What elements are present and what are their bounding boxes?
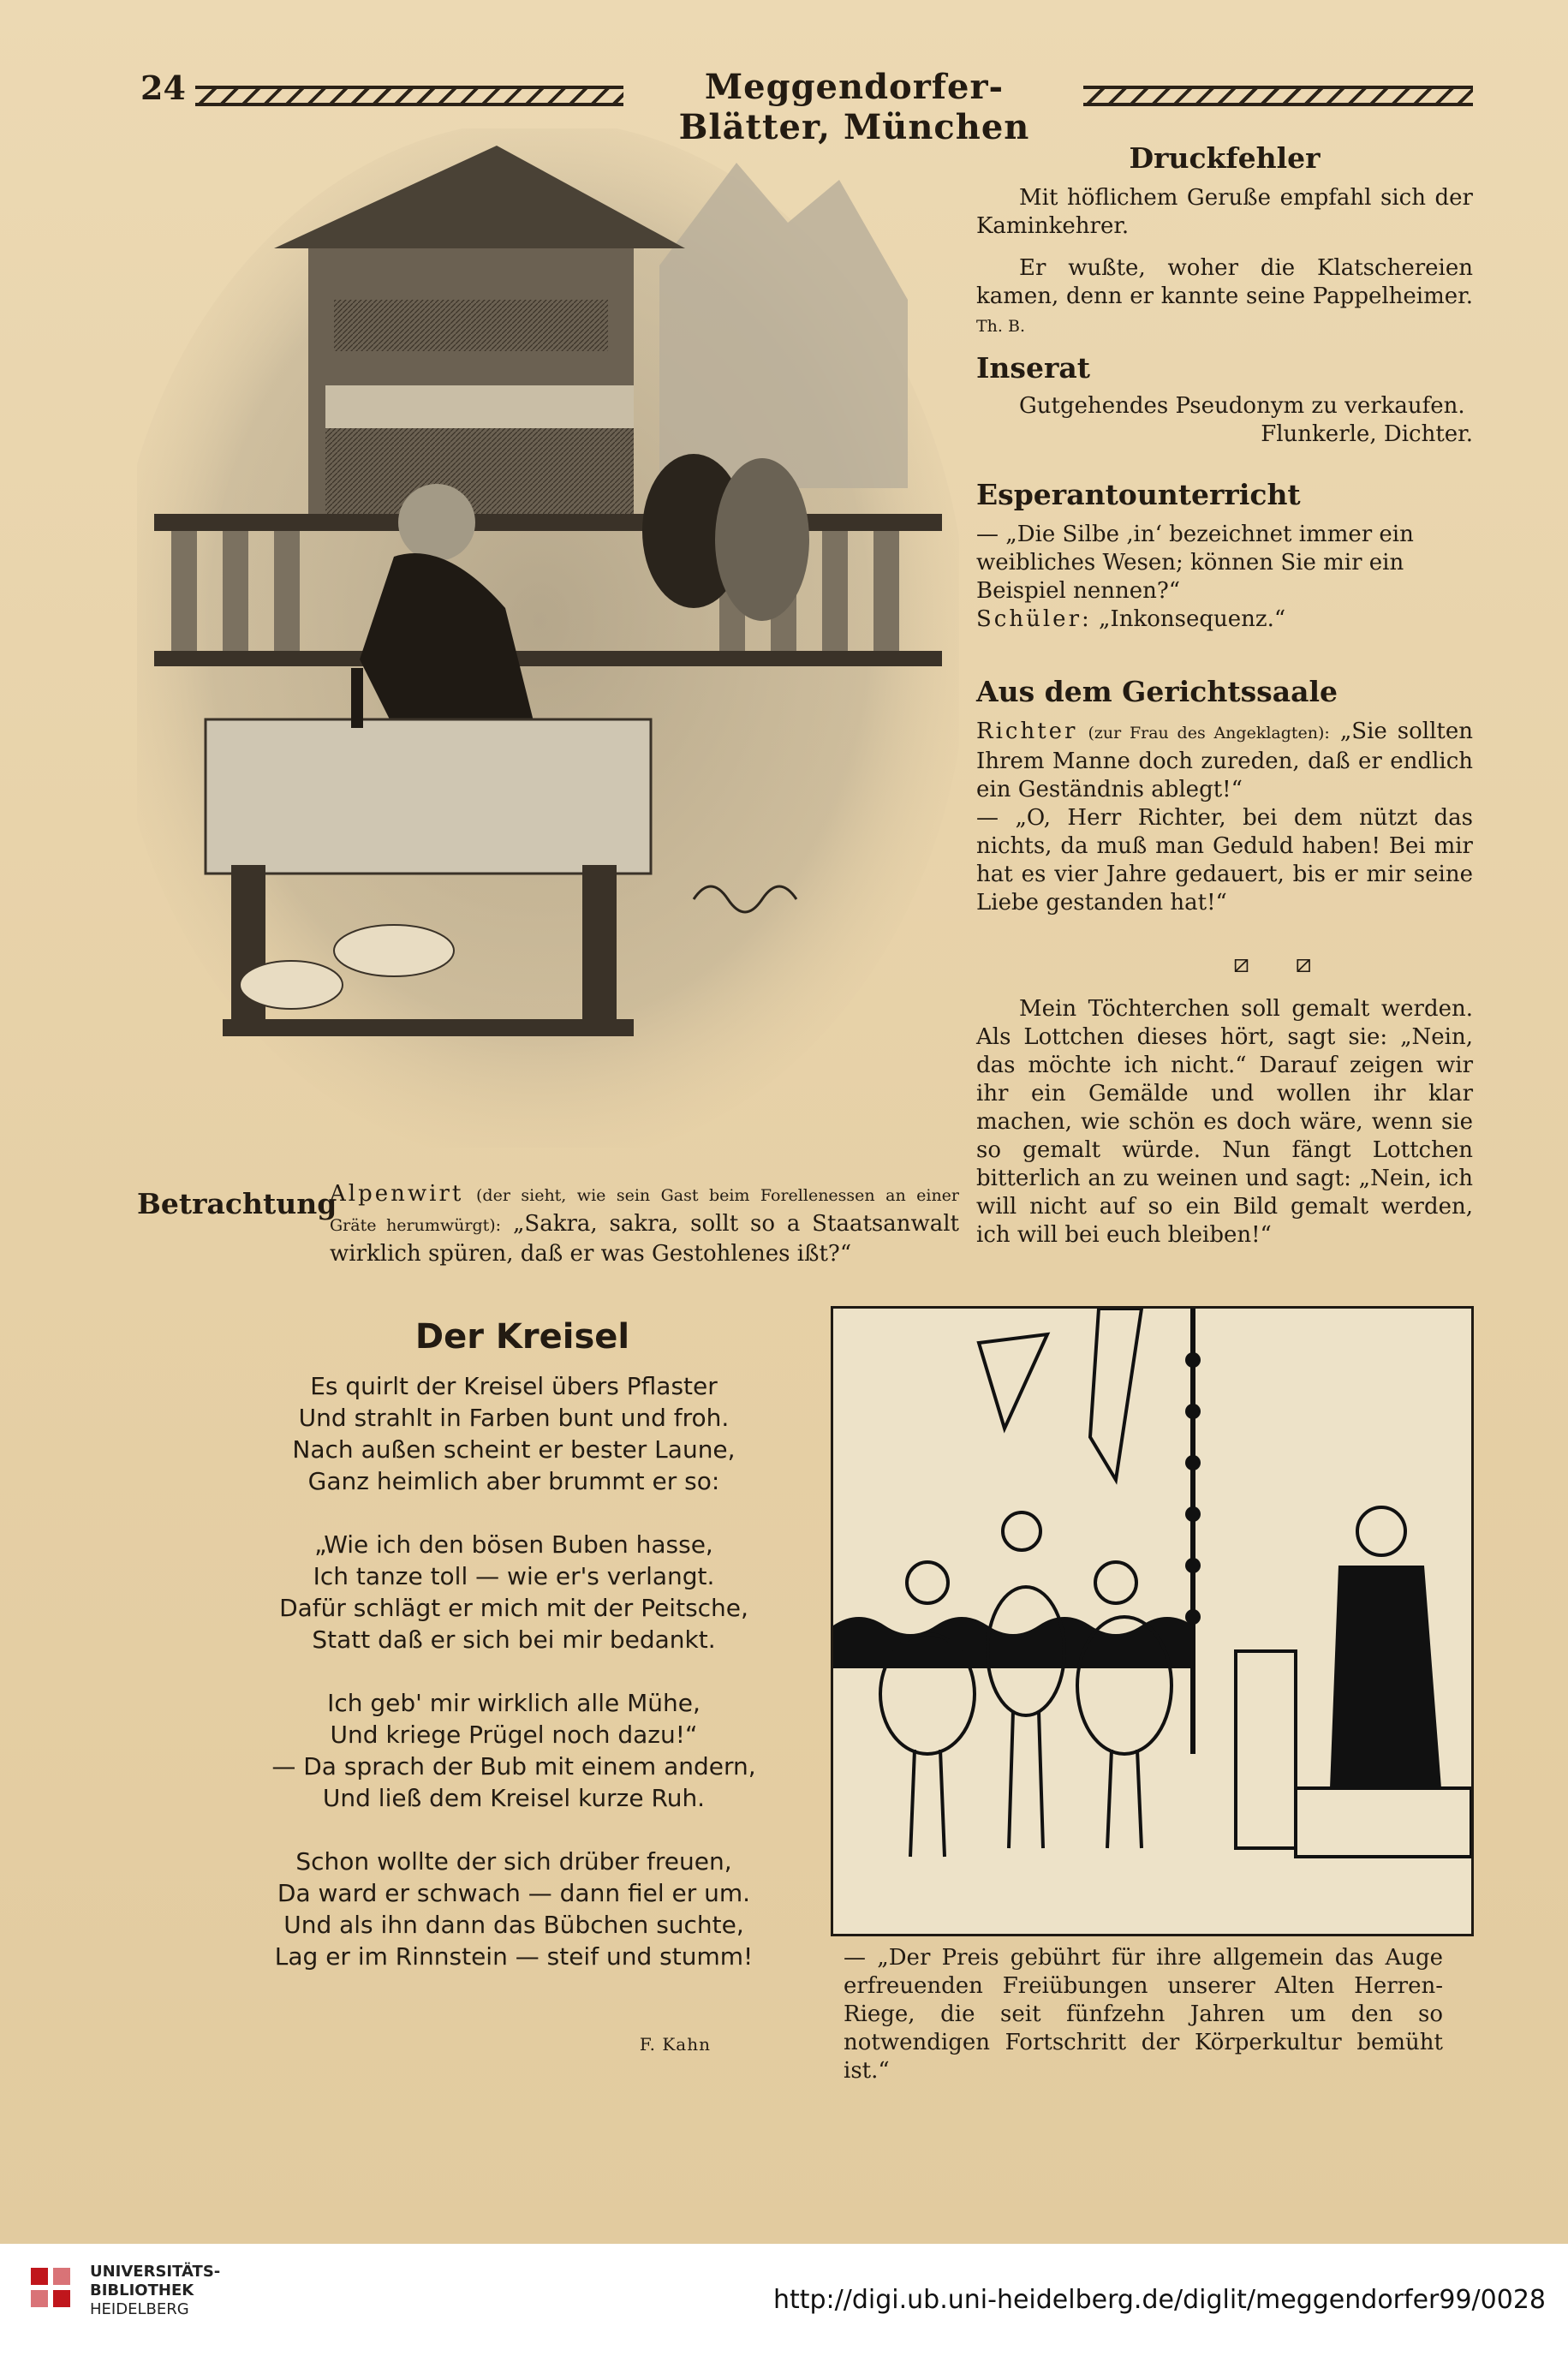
druckfehler-p1: Mit höflichem Geruße empfahl sich der Kaminkehrer. xyxy=(976,185,1473,239)
library-name xyxy=(90,2263,220,2319)
poem-line: „Wie ich den bösen Buben hasse, xyxy=(314,1530,713,1559)
toechterchen-text xyxy=(976,995,1473,1250)
betrachtung-title: Betrachtung xyxy=(137,1187,337,1220)
poem-body xyxy=(197,1370,831,1972)
page-number: 24 xyxy=(140,69,186,107)
poem-line: — Da sprach der Bub mit einem andern, xyxy=(271,1752,756,1780)
inserat-signature: Flunkerle, Dichter. xyxy=(1261,421,1473,447)
page-header xyxy=(128,67,1473,147)
gerichtssaale-text xyxy=(976,718,1473,917)
esperanto-line1: — „Die Silbe ‚in‘ bezeichnet immer ein weibliches Wesen; können Sie mir ein Beispiel nennen?“ xyxy=(976,522,1414,604)
gerichtssaale-line1: „Sie sollten Ihrem Manne doch zureden, daß er endlich ein Geständnis ablegt!“ xyxy=(976,719,1473,802)
druckfehler-title: Druckfehler xyxy=(1129,141,1321,175)
poem-stanza xyxy=(197,1687,831,1814)
poem-line: Ganz heimlich aber brummt er so: xyxy=(307,1467,720,1495)
poem-line: Dafür schlägt er mich mit der Peitsche, xyxy=(279,1594,748,1622)
poem-stanza xyxy=(197,1529,831,1655)
magazine-title: Meggendorfer-Blätter, München xyxy=(678,67,1030,147)
poem-line: Und als ihn dann das Bübchen suchte, xyxy=(283,1911,744,1939)
poem-line: Und strahlt in Farben bunt und froh. xyxy=(298,1404,730,1432)
library-name-line: UNIVERSITÄTS- xyxy=(90,2263,221,2281)
betrachtung-speaker: Alpenwirt xyxy=(330,1181,464,1207)
betrachtung-quote: „Sakra, sakra, sollt so a Staatsanwalt wirklich spüren, daß er was Gestohlenes ißt?“ xyxy=(330,1211,959,1267)
illustration-gymnasts-drawing xyxy=(833,1309,1471,1934)
illustration-gymnasts xyxy=(831,1306,1474,1936)
druckfehler-text xyxy=(976,184,1473,341)
header-ornament-left xyxy=(195,86,623,106)
poem-line: Statt daß er sich bei mir bedankt. xyxy=(312,1625,716,1654)
digitization-footer xyxy=(0,2244,1568,2356)
section-separator: ⧄ ⧄ xyxy=(1233,949,1331,979)
university-logo-icon xyxy=(26,2263,79,2316)
betrachtung-stage-direction: (der sieht, wie sein Gast beim Forellenessen an einer Gräte herumwürgt): xyxy=(330,1186,960,1235)
gerichtssaale-title: Aus dem Gerichtssaale xyxy=(976,675,1338,708)
gymnasts-caption xyxy=(844,1944,1443,2085)
poem-stanza xyxy=(197,1846,831,1972)
esperanto-speaker: Schüler: xyxy=(976,606,1092,632)
poem-line: Und ließ dem Kreisel kurze Ruh. xyxy=(322,1784,706,1812)
gerichtssaale-speaker: Richter xyxy=(976,719,1078,744)
esperanto-answer: „Inkonsequenz.“ xyxy=(1099,606,1286,632)
inserat-title: Inserat xyxy=(976,351,1091,385)
inserat-text xyxy=(976,392,1473,449)
header-ornament-right xyxy=(1083,86,1473,106)
esperanto-text xyxy=(976,521,1473,634)
illustration-innkeeper-drawing xyxy=(137,128,959,1148)
gymnasts-caption-text: — „Der Preis gebührt für ihre allgemein das Auge erfreuenden Freiübungen unserer Alten Herren-Riege, die seit fünfzehn Jahren um den so notwendigen Fortschritt der Körperkultur bemüht ist.“ xyxy=(844,1945,1443,2084)
poem-line: Und kriege Prügel noch dazu!“ xyxy=(330,1721,698,1749)
gerichtssaale-line2: — „O, Herr Richter, bei dem nützt das nichts, da muß man Geduld haben! Bei mir hat es vier Jahre gedauert, bis er mir seine Liebe gestanden hat!“ xyxy=(976,805,1473,916)
esperanto-title: Esperantounterricht xyxy=(976,478,1301,511)
poem-stanza xyxy=(197,1370,831,1497)
gerichtssaale-stage-direction: (zur Frau des Angeklagten): xyxy=(1088,724,1330,743)
poem-title: Der Kreisel xyxy=(414,1317,630,1357)
poem-line: Ich geb' mir wirklich alle Mühe, xyxy=(327,1689,701,1717)
poem-line: Ich tanze toll — wie er's verlangt. xyxy=(313,1562,715,1590)
source-url-link[interactable]: http://digi.ub.uni-heidelberg.de/diglit/meggendorfer99/0028 xyxy=(772,2285,1546,2315)
toechterchen-body: Mein Töchterchen soll gemalt werden. Als Lottchen dieses hört, sagt sie: „Nein, das möchte ich nicht.“ Darauf zeigen wir ihr ein Gemälde und wollen ihr klar machen, wie schön es doch wäre, wenn sie so gemalt würde. Nun fängt Lottchen bitterlich an zu weinen und sagt: „Nein, ich will nicht auf so ein Bild gemalt werden, ich will bei euch bleiben!“ xyxy=(976,996,1473,1248)
poem-line: Schon wollte der sich drüber freuen, xyxy=(295,1847,732,1876)
druckfehler-initials: Th. B. xyxy=(976,317,1025,336)
poem-line: Da ward er schwach — dann fiel er um. xyxy=(277,1879,751,1907)
library-name-line: BIBLIOTHEK xyxy=(90,2281,194,2299)
poem-author: F. Kahn xyxy=(639,2034,711,2055)
inserat-body: Gutgehendes Pseudonym zu verkaufen. xyxy=(1019,393,1465,419)
poem-line: Nach außen scheint er bester Laune, xyxy=(292,1435,736,1464)
poem-line: Lag er im Rinnstein — steif und stumm! xyxy=(274,1942,754,1971)
library-name-line: HEIDELBERG xyxy=(90,2300,189,2318)
illustration-innkeeper xyxy=(137,128,959,1148)
poem-line: Es quirlt der Kreisel übers Pflaster xyxy=(310,1372,718,1400)
druckfehler-p2: Er wußte, woher die Klatschereien kamen, denn er kannte seine Pappelheimer. xyxy=(976,255,1473,309)
betrachtung-text xyxy=(330,1180,959,1268)
